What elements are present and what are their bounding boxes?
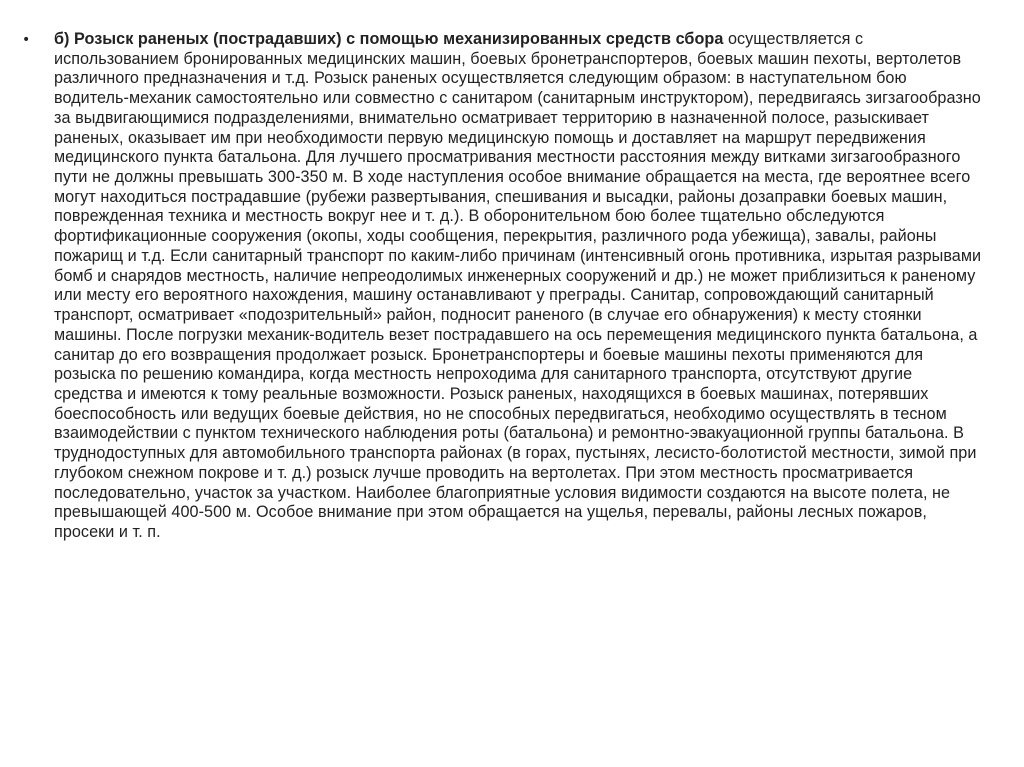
paragraph-body: осуществляется с использованием бронированных медицинских машин, боевых бронетранспортеров, боевых машин пехоты, вертолетов различного предназначения и т.д. Розыск раненых осуществляется следующим образом: в наступательном бою водитель-механик самостоятельно или совместно с санитаром (санитарным инструктором), передвигаясь зигзагообразно за выдвигающимися подразделениями, внимательно осматривает территорию в назначенной полосе, разыскивает раненых, оказывает им при необходимости первую медицинскую помощь и доставляет на маршрут передвижения медицинского пункта батальона. Для лучшего просматривания местности расстояния между витками зигзагообразного пути не должны превышать 300-350 м. В ходе наступления особое внимание обращается на места, где вероятнее всего могут находиться пострадавшие (рубежи развертывания, спешивания и высадки, районы дозаправки боевых машин, поврежденная техника и местность вокруг нее и т. д.). В оборонительном бою более тщательно обследуются фортификационные сооружения (окопы, ходы сообщения, перекрытия, различного рода убежища), завалы, районы пожарищ и т.д. Если санитарный транспорт по каким-либо причинам (интенсивный огонь противника, изрытая разрывами бомб и снарядов местность, наличие непреодолимых инженерных сооружений и др.) не может приблизиться к раненому или месту его вероятного нахождения, машину останавливают у преграды. Санитар, сопровождающий санитарный транспорт, осматривает «подозрительный» район, подносит раненого (в случае его обнаружения) к месту стоянки машины. После погрузки механик-водитель везет пострадавшего на ось перемещения медицинского пункта батальона, а санитар до его возвращения продолжает розыск. Бронетранспортеры и боевые машины пехоты применяются для розыска по решению командира, когда местность непроходима для санитарного транспорта, отсутствуют другие средства и имеются к тому реальные возможности. Розыск раненых, находящихся в боевых машинах, потерявших боеспособность или ведущих боевые действия, но не способных передвигаться, необходимо осуществлять в тесном взаимодействии с пунктом технического наблюдения роты (батальона) и ремонтно-эвакуационной группы батальона. В труднодоступных для автомобильного транспорта районах (в горах, пустынях, лесисто-болотистой местности, зимой при глубоком снежном покрове и т. д.) розыск лучше проводить на вертолетах. При этом местность просматривается последовательно, участок за участком. Наиболее благоприятные условия видимости создаются на высоте полета, не превышающей 400-500 м. Особое внимание при этом обращается на ущелья, перевалы, районы лесных пожаров, просеки и т. п. — [54, 30, 982, 541]
bullet-marker: • — [22, 32, 31, 48]
bullet-paragraph — [54, 30, 984, 543]
paragraph-lead-bold: б) Розыск раненых (пострадавших) с помощью механизированных средств сбора — [54, 30, 724, 48]
